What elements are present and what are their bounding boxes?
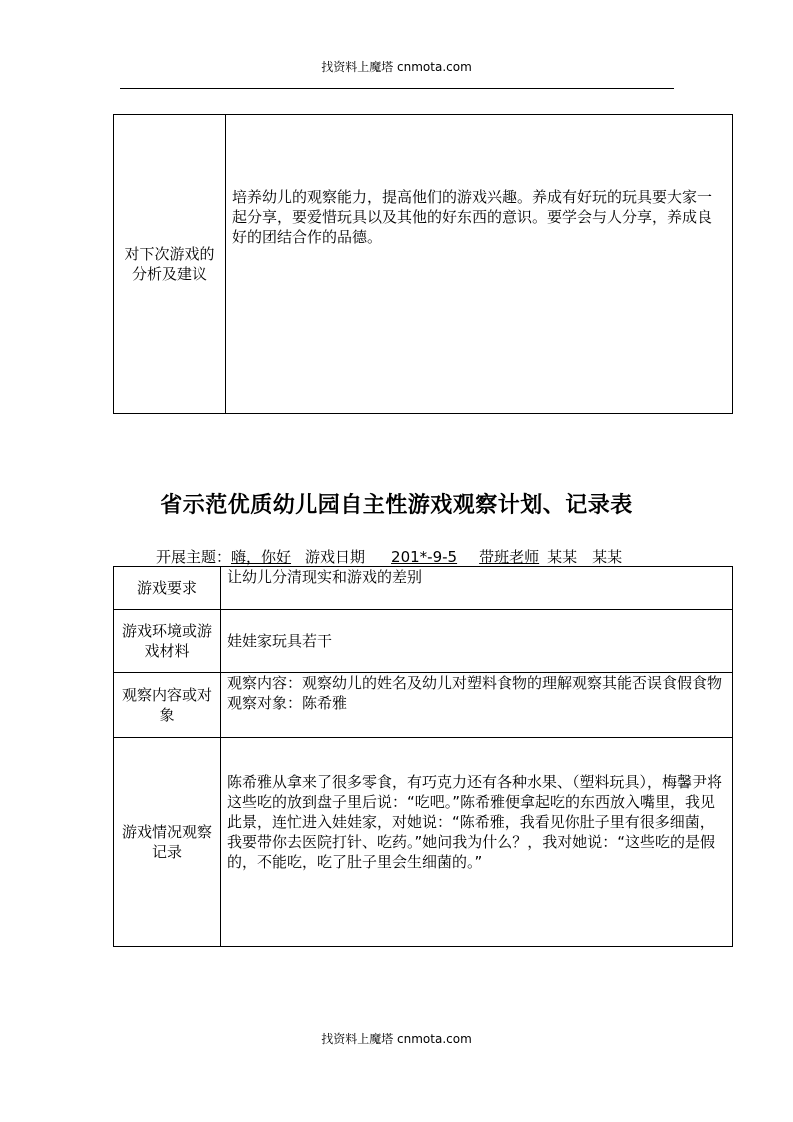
meta-line bbox=[156, 546, 622, 567]
analysis-cell bbox=[226, 115, 733, 414]
observation-content-line: 观察内容：观察幼儿的姓名及幼儿对塑料食物的理解观察其能否误食假食物 bbox=[227, 674, 723, 692]
table-row bbox=[114, 673, 733, 738]
teacher-label: 带班老师 bbox=[479, 548, 540, 566]
observation-target-line: 观察对象：陈希雅 bbox=[227, 694, 348, 712]
page-footer: 找资料上魔塔 cnmota.com bbox=[321, 1032, 472, 1046]
analysis-content: 培养幼儿的观察能力，提高他们的游戏兴趣。养成有好玩的玩具要大家一起分享，要爱惜玩具以及其他的好东西的意识。要学会与人分享，养成良好的团结合作的品德。 bbox=[232, 188, 713, 246]
theme-label: 开展主题： bbox=[156, 548, 232, 566]
row-label: 游戏情况观察记录 bbox=[114, 738, 221, 947]
table-row bbox=[114, 567, 733, 610]
header-divider bbox=[120, 88, 674, 89]
teacher-value: 某某 某某 bbox=[547, 548, 623, 566]
analysis-table bbox=[113, 114, 733, 414]
page-title: 省示范优质幼儿园自主性游戏观察计划、记录表 bbox=[160, 492, 633, 518]
analysis-label: 对下次游戏的分析及建议 bbox=[114, 115, 226, 414]
row-label: 游戏环境或游戏材料 bbox=[114, 610, 221, 673]
table-row bbox=[114, 610, 733, 673]
date-value: 201*-9-5 bbox=[391, 548, 458, 566]
row-content: 娃娃家玩具若干 bbox=[221, 610, 733, 673]
observation-record: 陈希雅从拿来了很多零食，有巧克力还有各种水果、（塑料玩具），梅馨尹将这些吃的放到盘子里后说：“吃吧。”陈希雅便拿起吃的东西放入嘴里，我见此景，连忙进入娃娃家，对她说：“陈希雅，我看见你肚子里有很多细菌，我要带你去医院打针、吃药。”她问我为什么？，我对她说：“这些吃的是假的，不能吃，吃了肚子里会生细菌的。” bbox=[227, 773, 723, 871]
row-content bbox=[221, 673, 733, 738]
date-label: 游戏日期 bbox=[305, 548, 366, 566]
observation-table bbox=[113, 566, 733, 947]
row-label: 游戏要求 bbox=[114, 567, 221, 610]
row-label: 观察内容或对象 bbox=[114, 673, 221, 738]
table-row bbox=[114, 738, 733, 947]
theme-value: 嗨，你好 bbox=[231, 548, 292, 566]
row-content bbox=[221, 738, 733, 947]
row-content: 让幼儿分清现实和游戏的差别 bbox=[221, 567, 733, 610]
page-header: 找资料上魔塔 cnmota.com bbox=[321, 60, 472, 74]
